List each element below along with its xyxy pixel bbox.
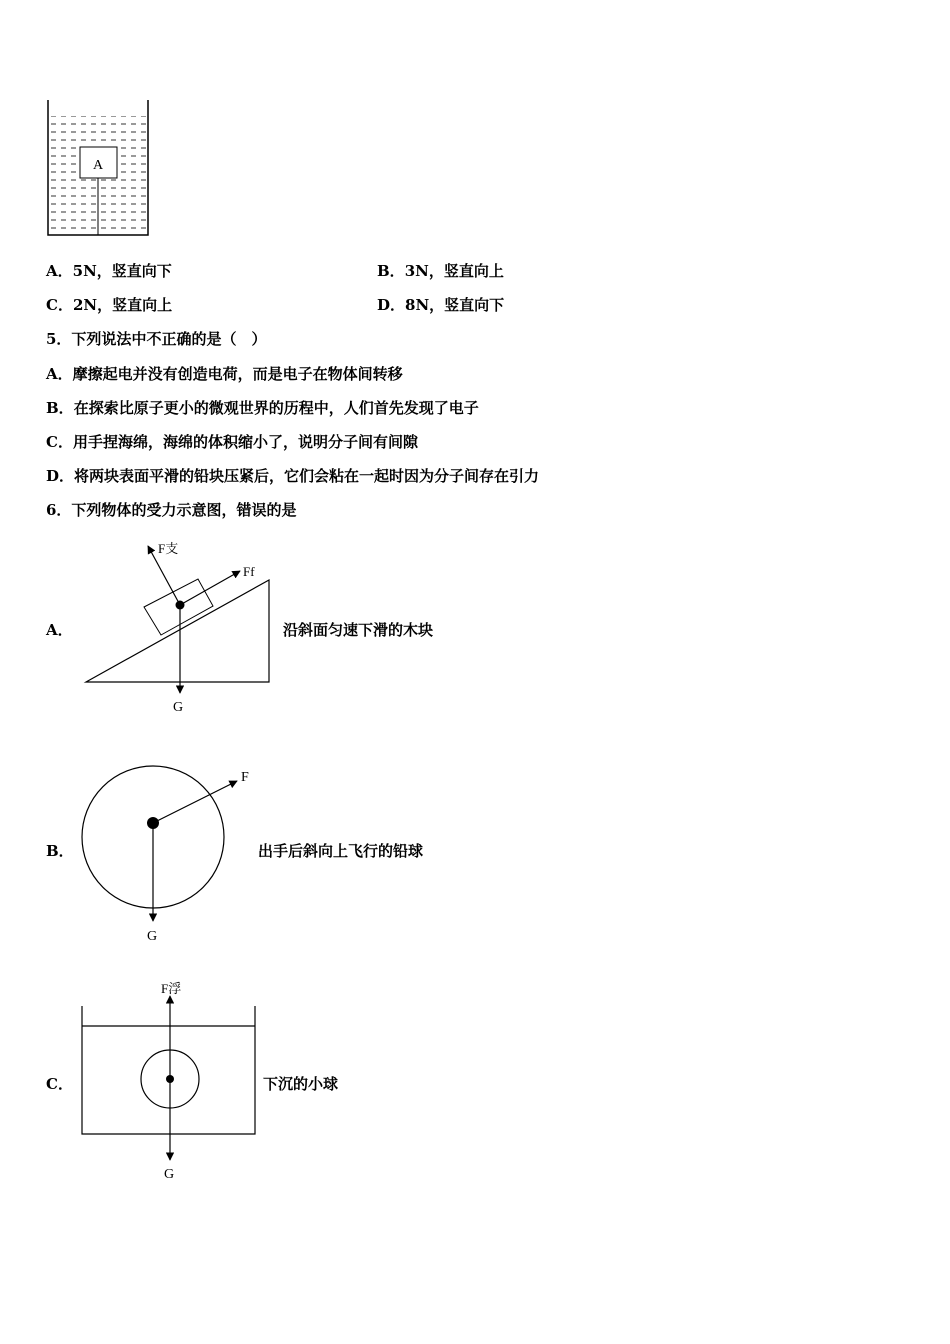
friction-force-label: Ff bbox=[243, 564, 255, 579]
q6-option-c-figure bbox=[75, 978, 265, 1186]
q5-option-b[interactable]: B．在探索比原子更小的微观世界的历程中，人们首先发现了电子 bbox=[46, 399, 479, 417]
q5-option-a[interactable]: A．摩擦起电并没有创造电荷，而是电子在物体间转移 bbox=[46, 365, 403, 383]
container-walls bbox=[82, 1006, 255, 1134]
force-label: F bbox=[241, 770, 249, 785]
q4-beaker-figure bbox=[40, 96, 160, 244]
force-arrow bbox=[153, 781, 237, 823]
q6-option-a-letter[interactable]: A． bbox=[46, 621, 73, 639]
gravity-label: G bbox=[164, 1167, 175, 1182]
q6-option-a-caption: 沿斜面匀速下滑的木块 bbox=[283, 621, 434, 639]
normal-force-label: F支 bbox=[158, 541, 179, 556]
q6-option-b-figure bbox=[75, 748, 265, 948]
buoyancy-label: F浮 bbox=[161, 981, 182, 996]
block-a-label: A bbox=[92, 158, 104, 173]
q5-option-c[interactable]: C．用手捏海绵，海绵的体积缩小了，说明分子间有间隙 bbox=[46, 433, 418, 451]
incline bbox=[86, 580, 269, 682]
q5-stem: 5．下列说法中不正确的是（ ） bbox=[46, 330, 267, 348]
q4-option-d[interactable]: D．8N，竖直向下 bbox=[377, 296, 505, 314]
gravity-label: G bbox=[173, 700, 184, 715]
q6-stem: 6．下列物体的受力示意图，错误的是 bbox=[46, 501, 297, 519]
q6-option-b-letter[interactable]: B． bbox=[46, 842, 74, 860]
q4-option-b[interactable]: B．3N，竖直向上 bbox=[377, 262, 504, 280]
center-of-mass bbox=[166, 1075, 174, 1083]
q6-option-b-caption: 出手后斜向上飞行的铅球 bbox=[258, 842, 424, 860]
q6-option-a-figure bbox=[80, 535, 280, 720]
center-of-mass bbox=[147, 817, 159, 829]
q6-option-c-caption: 下沉的小球 bbox=[263, 1075, 339, 1093]
q5-option-d[interactable]: D．将两块表面平滑的铅块压紧后，它们会粘在一起时因为分子间存在引力 bbox=[46, 467, 540, 485]
center-of-mass bbox=[176, 601, 185, 610]
q4-option-c[interactable]: C．2N，竖直向上 bbox=[46, 296, 173, 314]
q4-option-a[interactable]: A．5N，竖直向下 bbox=[46, 262, 172, 280]
gravity-label: G bbox=[147, 929, 158, 944]
q6-option-c-letter[interactable]: C． bbox=[46, 1075, 73, 1093]
